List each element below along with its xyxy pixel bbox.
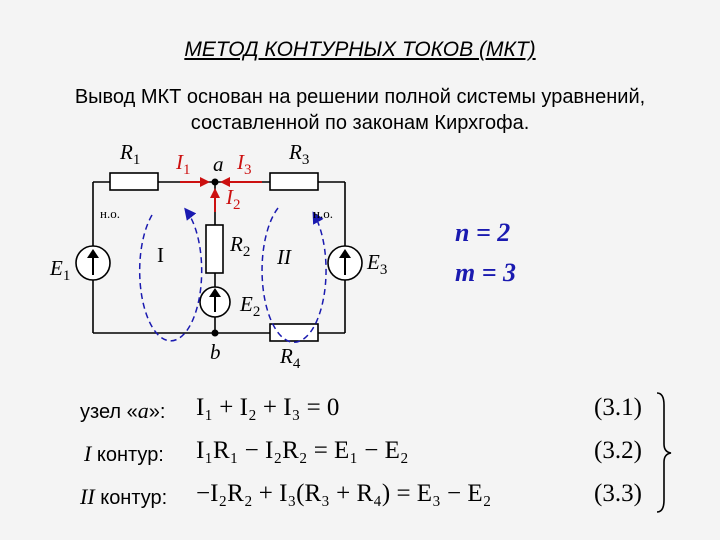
source-e2: [200, 287, 230, 317]
loop-1-contour: [140, 210, 202, 341]
equation-number-3: (3.3): [594, 480, 642, 507]
label-e2: $E_2$: [240, 292, 261, 321]
intro-line-2: составленной по законам Кирхгофа.: [190, 112, 530, 134]
label-loop-2: II: [277, 245, 291, 269]
equation-formula-3: −I₂R₂ + I₃(R₃ + R₄) = E₃ − E₂: [196, 480, 492, 507]
equation-formula-2: I₁R₁ − I₂R₂ = E₁ − E₂: [196, 437, 409, 464]
equation-row-1: [0, 392, 720, 432]
label-node-b: b: [210, 340, 221, 364]
page-title: МЕТОД КОНТУРНЫХ ТОКОВ (МКТ): [184, 38, 536, 61]
equation-number-1: (3.1): [594, 394, 642, 421]
label-no-right: н.о.: [313, 206, 333, 221]
label-r4: $R_4$: [280, 344, 301, 373]
label-i3: $I_3$: [237, 150, 252, 179]
resistor-r2: [206, 225, 223, 273]
equation-label-3: II контур:: [80, 484, 168, 509]
source-e3: [328, 246, 362, 280]
label-e3: $E_3$: [367, 250, 388, 279]
node-b-dot: [212, 330, 219, 337]
label-r3: $R_3$: [289, 140, 310, 169]
node-a-dot: [212, 179, 219, 186]
node-count: n = 2: [455, 218, 511, 247]
label-loop-1: I: [157, 243, 164, 267]
equation-number-2: (3.2): [594, 437, 642, 464]
label-r2: $R_2$: [230, 232, 251, 261]
branch-count: m = 3: [455, 258, 517, 287]
label-i1: $I_1$: [176, 150, 191, 179]
label-node-a: a: [213, 152, 224, 176]
resistor-r4: [270, 324, 318, 341]
equation-label-2: I контур:: [84, 441, 164, 466]
equation-label-1: узел «a»:: [80, 398, 166, 423]
label-r1: $R_1$: [120, 140, 141, 169]
resistor-r3: [270, 173, 318, 190]
loop-2-contour: [262, 208, 326, 342]
equation-row-3: [0, 478, 720, 518]
label-no-left: н.о.: [100, 206, 120, 221]
label-e1: $E_1$: [50, 256, 71, 285]
source-e1: [76, 246, 110, 280]
equation-formula-1: I₁ + I₂ + I₃ = 0: [196, 394, 340, 421]
label-i2: $I_2$: [226, 185, 241, 214]
intro-line-1: Вывод МКТ основан на решении полной системы уравнений,: [74, 86, 646, 108]
equation-row-2: [0, 435, 720, 475]
resistor-r1: [110, 173, 158, 190]
